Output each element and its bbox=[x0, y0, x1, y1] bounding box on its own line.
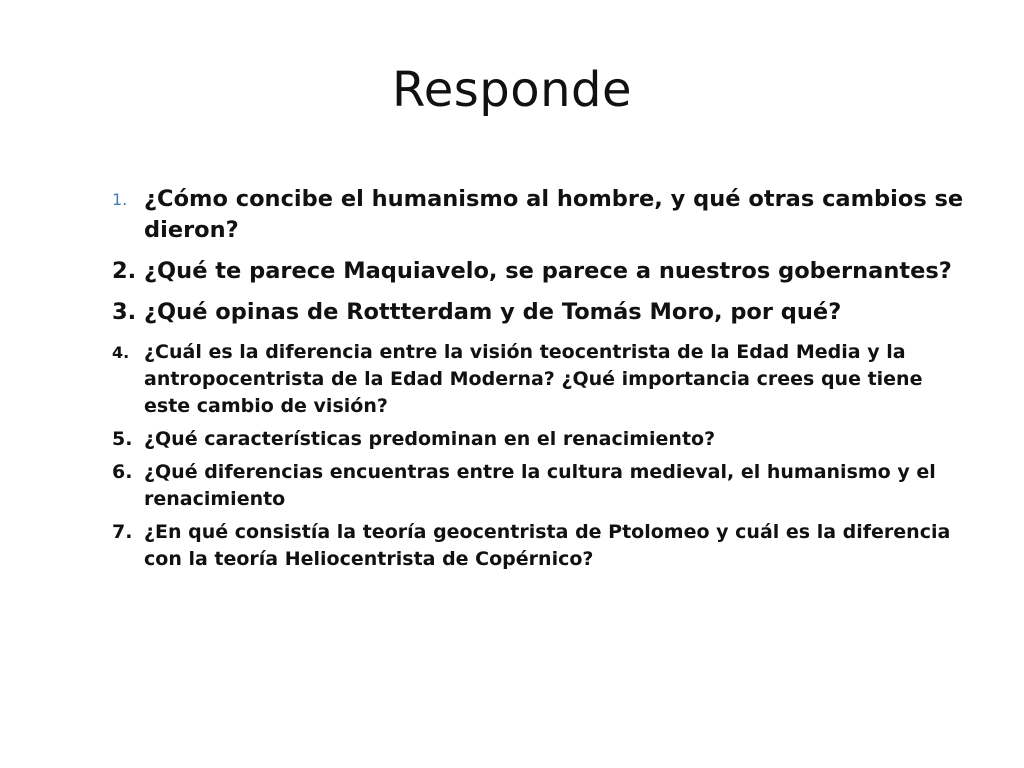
question-number-7: 7. bbox=[112, 521, 133, 543]
question-item-5 bbox=[112, 426, 964, 453]
question-text-2: ¿Qué te parece Maquiavelo, se parece a nuestros gobernantes? bbox=[144, 258, 952, 284]
question-number-2: 2. bbox=[112, 258, 137, 284]
slide-title: Responde bbox=[392, 62, 632, 118]
question-text-1: ¿Cómo concibe el humanismo al hombre, y qué otras cambios se dieron? bbox=[144, 186, 964, 243]
question-item-2 bbox=[112, 256, 964, 287]
question-item-7 bbox=[112, 519, 964, 573]
question-item-4 bbox=[112, 339, 964, 420]
question-text-5: ¿Qué características predominan en el renacimiento? bbox=[144, 428, 716, 450]
question-list bbox=[112, 184, 964, 573]
question-number-4: 4. bbox=[112, 343, 130, 362]
question-item-3 bbox=[112, 297, 964, 328]
question-number-1: 1. bbox=[112, 190, 128, 209]
question-text-4: ¿Cuál es la diferencia entre la visión teocentrista de la Edad Media y la antropocentrista de la Edad Moderna? ¿Qué importancia crees que tiene este cambio de visión? bbox=[144, 341, 923, 417]
question-number-6: 6. bbox=[112, 461, 133, 483]
question-number-3: 3. bbox=[112, 299, 137, 325]
question-text-7: ¿En qué consistía la teoría geocentrista de Ptolomeo y cuál es la diferencia con la teoría Heliocentrista de Copérnico? bbox=[144, 521, 951, 570]
question-number-5: 5. bbox=[112, 428, 133, 450]
question-item-1 bbox=[112, 184, 964, 246]
question-item-6 bbox=[112, 459, 964, 513]
question-text-6: ¿Qué diferencias encuentras entre la cultura medieval, el humanismo y el renacimiento bbox=[144, 461, 936, 510]
question-text-3: ¿Qué opinas de Rottterdam y de Tomás Moro, por qué? bbox=[144, 299, 842, 325]
